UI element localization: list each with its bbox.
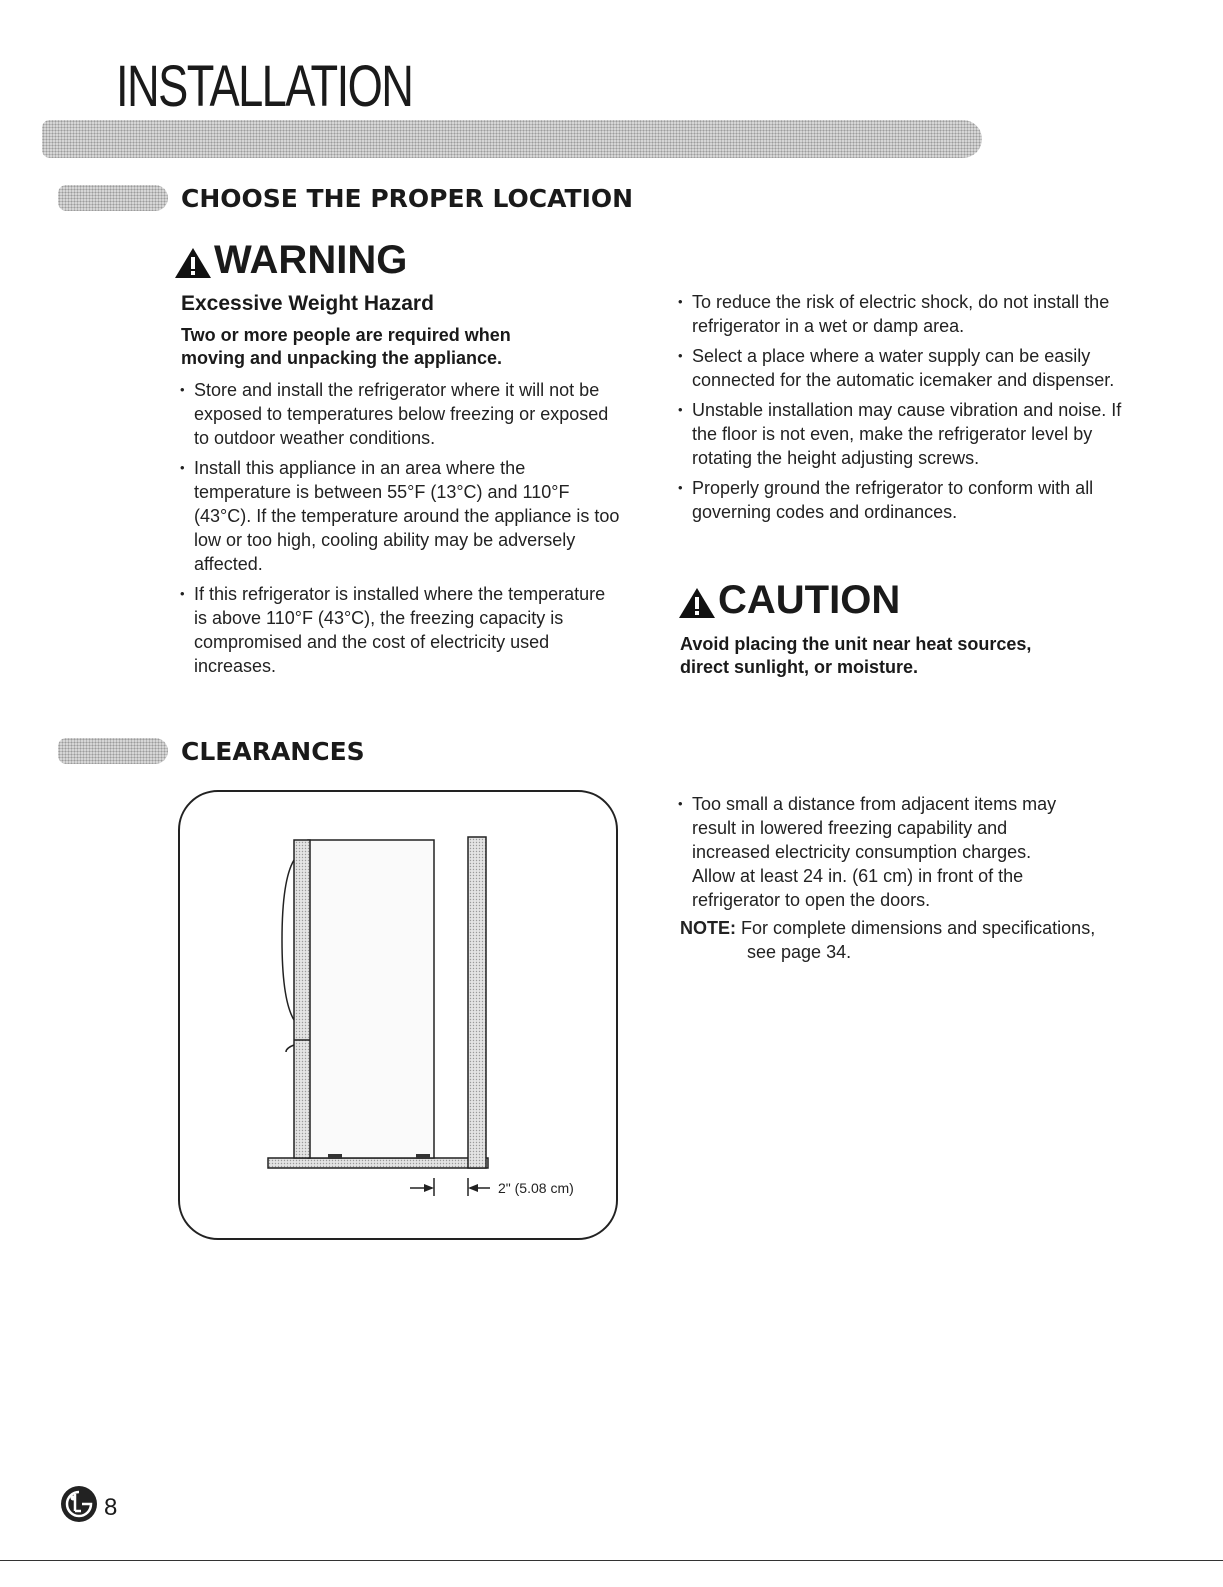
caution-text-line-2: direct sunlight, or moisture. xyxy=(680,657,919,677)
warning-icon xyxy=(174,246,212,280)
clearances-note xyxy=(680,916,1095,940)
warning-subtitle: Excessive Weight Hazard xyxy=(181,292,434,315)
list-item: • Install this appliance in an area where the temperature is between 55°F (13°C) and 110°F (43°C). If the temperature around the appliance is too low or too high, cooling ability may be adversely affected. xyxy=(178,456,623,576)
list-item: • Too small a distance from adjacent items may result in lowered freezing capability and increased electricity consumption charges. Allow at least 24 in. (61 cm) in front of the refrigerator to open the doors. xyxy=(676,792,1076,912)
section-tab-clearances xyxy=(58,738,168,764)
weight-note-line-1: Two or more people are required when xyxy=(181,325,511,345)
page-number: 8 xyxy=(104,1494,118,1521)
door-handle xyxy=(282,860,294,1020)
warning-label: WARNING xyxy=(214,238,408,282)
caution-title xyxy=(678,580,900,620)
note-text-line-1: For complete dimensions and specifications, xyxy=(741,918,1096,938)
wall-shape xyxy=(468,837,486,1168)
clearances-bullets xyxy=(676,792,1076,918)
list-item: • Unstable installation may cause vibration and noise. If the floor is not even, make the refrigerator level by rotating the height adjusting screws. xyxy=(676,398,1126,470)
lg-logo-icon xyxy=(60,1485,98,1523)
note-text-line-2: see page 34. xyxy=(747,942,852,962)
caution-label: CAUTION xyxy=(718,578,901,622)
list-item: • Select a place where a water supply can be easily connected for the automatic icemaker and dispenser. xyxy=(676,344,1126,392)
list-item: • If this refrigerator is installed where the temperature is above 110°F (43°C), the freezing capacity is compromised and the cost of electricity used increases. xyxy=(178,582,623,678)
warning-bullets-left xyxy=(178,378,623,684)
header-band xyxy=(42,120,982,158)
footer-divider xyxy=(0,1560,1223,1561)
clearance-diagram xyxy=(178,790,618,1240)
list-item: • Store and install the refrigerator where it will not be exposed to temperatures below freezing or exposed to outdoor weather conditions. xyxy=(178,378,623,450)
page-title: INSTALLATION xyxy=(116,54,413,119)
caution-icon xyxy=(678,586,716,620)
section-heading-clearances: CLEARANCES xyxy=(181,737,365,766)
note-label: NOTE: xyxy=(680,918,736,938)
section-heading-location: CHOOSE THE PROPER LOCATION xyxy=(181,184,634,213)
caution-text-line-1: Avoid placing the unit near heat sources, xyxy=(680,634,1032,654)
floor-shape xyxy=(268,1158,488,1168)
warning-title xyxy=(174,240,407,280)
list-item: • Properly ground the refrigerator to conform with all governing codes and ordinances. xyxy=(676,476,1126,524)
clearance-dimension-label: 2" (5.08 cm) xyxy=(498,1180,574,1196)
refrigerator-door xyxy=(294,840,310,1158)
section-tab-location xyxy=(58,185,168,211)
weight-note-line-2: moving and unpacking the appliance. xyxy=(181,348,503,368)
list-item: • To reduce the risk of electric shock, do not install the refrigerator in a wet or damp area. xyxy=(676,290,1126,338)
refrigerator-body xyxy=(308,840,434,1158)
warning-bullets-right xyxy=(676,290,1126,530)
